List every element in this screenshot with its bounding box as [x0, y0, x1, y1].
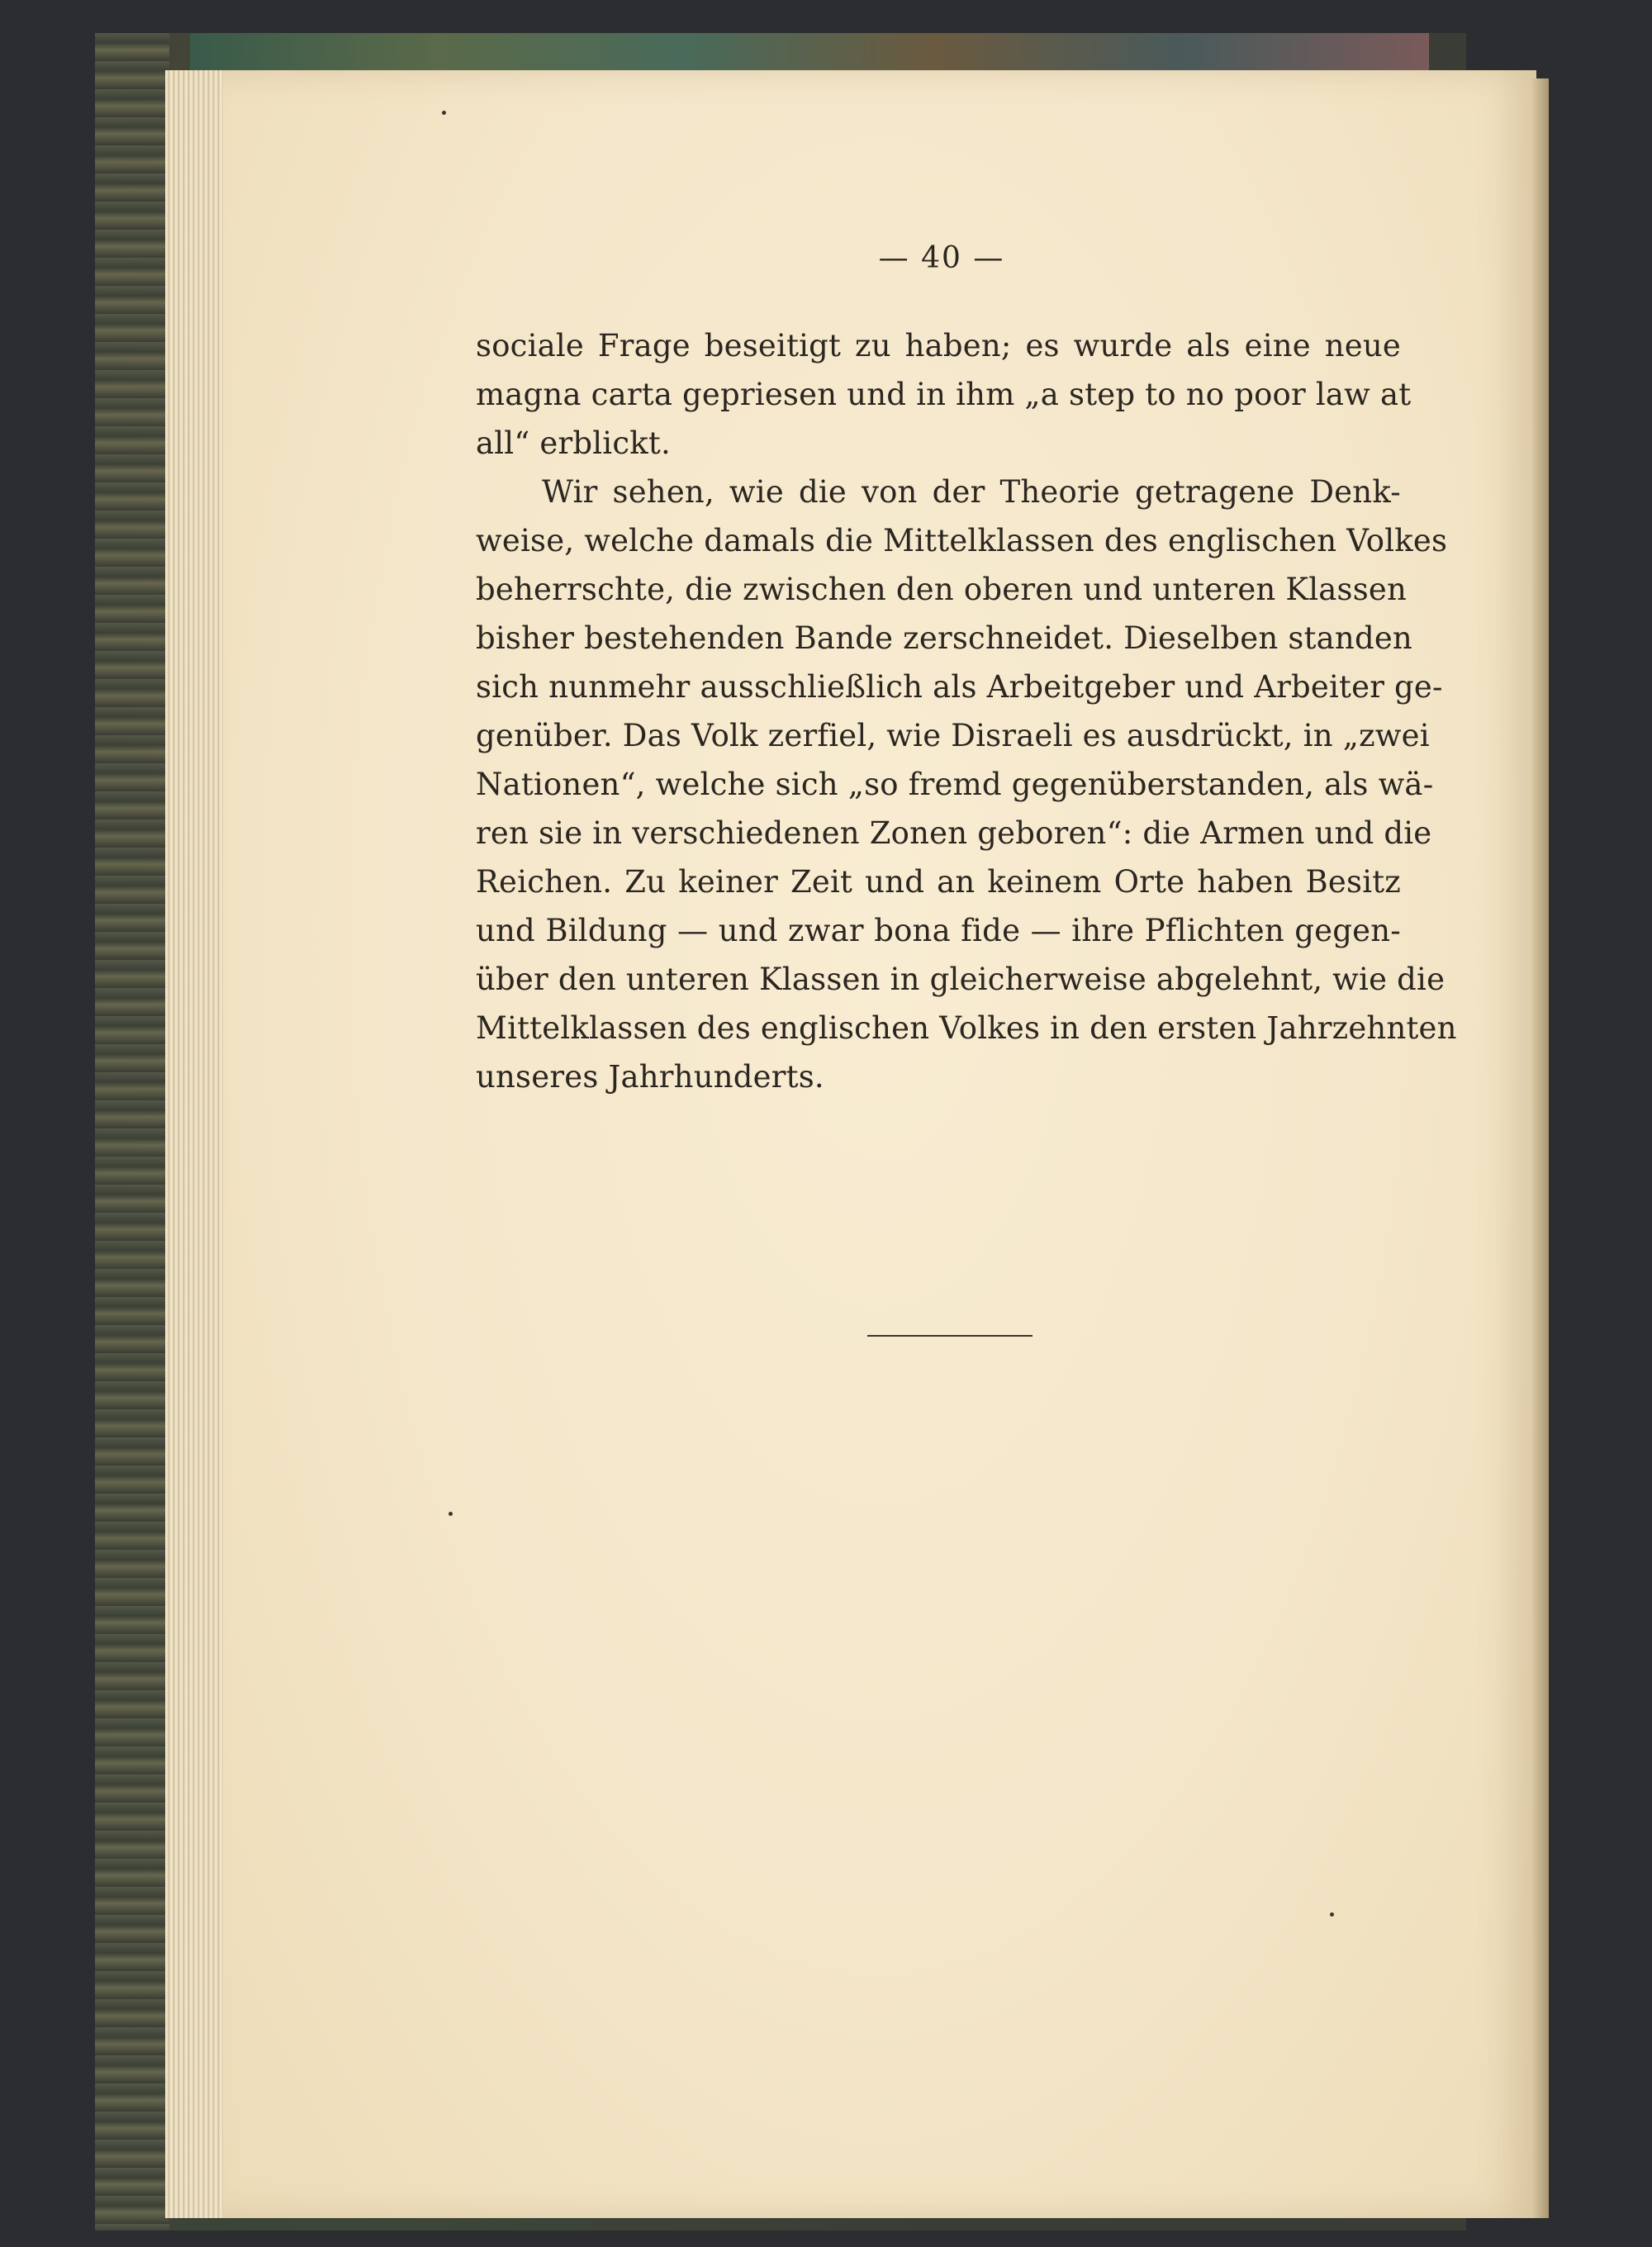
speck: [1330, 1912, 1334, 1917]
text-line: Reichen. Zu keiner Zeit und an keinem Orte haben Besitz: [476, 864, 1401, 900]
text-line: Wir sehen, wie die von der Theorie getragene Denk-: [542, 474, 1401, 510]
text-line: ren sie in verschiedenen Zonen geboren“: die Armen und die: [476, 815, 1432, 851]
cover-marbled-edge: [95, 33, 169, 2230]
text-line: weise, welche damals die Mittelklassen des englischen Volkes: [476, 523, 1448, 558]
text-line: und Bildung — und zwar bona fide — ihre Pflichten gegen-: [476, 913, 1401, 948]
text-line: beherrschte, die zwischen den oberen und unteren Klassen: [476, 572, 1408, 607]
text-line: sociale Frage beseitigt zu haben; es wurde als eine neue: [476, 328, 1401, 363]
text-line: über den unteren Klassen in gleicherweise abgelehnt, wie die: [476, 962, 1446, 997]
page-right-edge: [1532, 78, 1549, 2218]
text-line: sich nunmehr ausschließlich als Arbeitgeber und Arbeiter ge-: [476, 669, 1443, 705]
text-line: unseres Jahrhunderts.: [476, 1059, 824, 1095]
text-line: bisher bestehenden Bande zerschneidet. Dieselben standen: [476, 620, 1412, 656]
text-line: genüber. Das Volk zerfiel, wie Disraeli es ausdrückt, in „zwei: [476, 718, 1430, 753]
speck: [442, 111, 446, 115]
page-edges: [165, 70, 231, 2218]
section-divider: [867, 1335, 1032, 1337]
text-line: Nationen“, welche sich „so fremd gegenüberstanden, als wä-: [476, 767, 1434, 802]
page-number: — 40 —: [878, 241, 1005, 275]
speck: [449, 1512, 453, 1516]
text-line: Mittelklassen des englischen Volkes in den ersten Jahrzehnten: [476, 1010, 1457, 1046]
text-line: all“ erblickt.: [476, 425, 671, 461]
text-line: magna carta gepriesen und in ihm „a step to no poor law at: [476, 377, 1412, 412]
